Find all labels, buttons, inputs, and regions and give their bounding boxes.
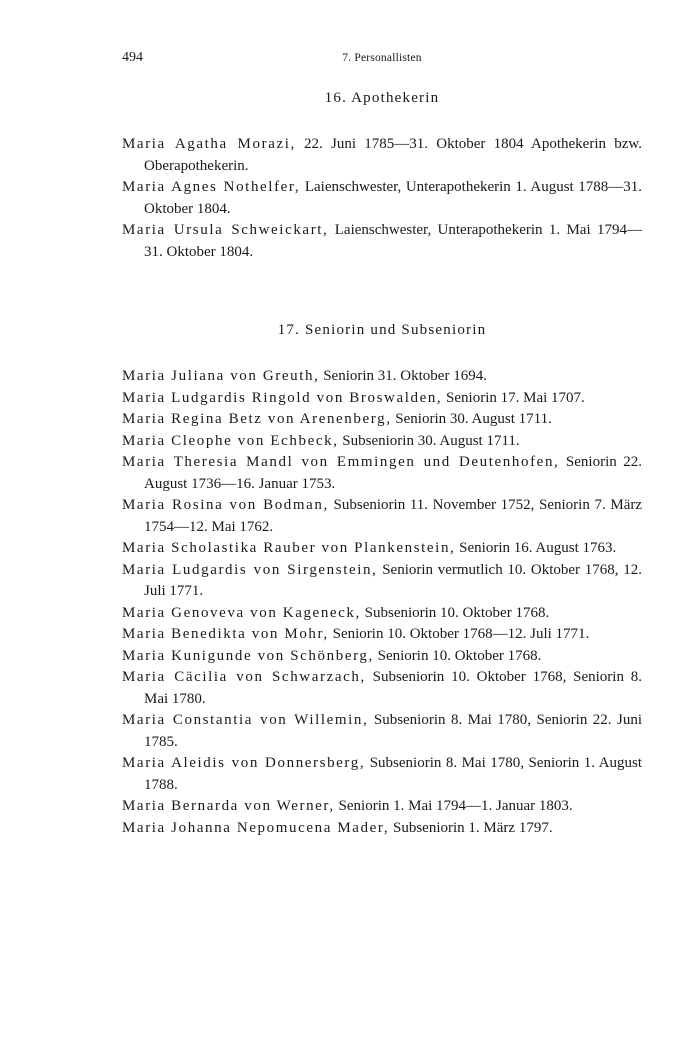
- entry-name: Maria Constantia von Willemin,: [122, 712, 369, 728]
- entry-text: Subseniorin 1. März 1797.: [389, 819, 553, 836]
- entry-text: Subseniorin 11. November 1752, Seniorin 7. März 1754—12. Mai 1762.: [144, 497, 643, 535]
- entry-text: Laienschwester, Unterapothekerin 1. August 1788—31. Oktober 1804.: [144, 179, 643, 217]
- entry-name: Maria Ludgardis von Sirgenstein,: [122, 561, 378, 578]
- list-item: [122, 431, 642, 453]
- list-item: [122, 753, 642, 796]
- list-item: [122, 134, 642, 177]
- seniorin-list: [122, 366, 642, 839]
- entry-name: Maria Cleophe von Echbeck,: [122, 432, 339, 449]
- page-header: [122, 50, 642, 70]
- entry-text: Subseniorin 30. August 1711.: [338, 432, 520, 449]
- entry-name: Maria Ludgardis Ringold von Broswalden,: [122, 389, 443, 406]
- entry-name: Maria Regina Betz von Arenenberg,: [122, 411, 392, 427]
- list-item: [122, 177, 642, 220]
- section-title-seniorin: 17. Seniorin und Subseniorin: [277, 322, 487, 338]
- entry-name: Maria Rosina von Bodman,: [122, 497, 329, 513]
- list-item: [122, 710, 642, 753]
- page-number: 494: [122, 50, 143, 65]
- running-title: 7. Personallisten: [342, 52, 422, 64]
- entry-text: Seniorin 30. August 1711.: [391, 411, 552, 427]
- list-item: [122, 388, 642, 410]
- entry-text: Subseniorin 10. Oktober 1768, Seniorin 8. Mai 1780.: [144, 669, 643, 707]
- list-item: [122, 452, 642, 495]
- list-item: [122, 538, 642, 560]
- list-item: [122, 667, 642, 710]
- entry-text: Seniorin 10. Oktober 1768.: [373, 647, 542, 664]
- apothekerin-list: [122, 134, 642, 263]
- entry-name: Maria Juliana von Greuth,: [122, 368, 320, 384]
- entry-name: Maria Theresia Mandl von Emmingen und Deutenhofen,: [122, 454, 560, 470]
- entry-text: Seniorin vermutlich 10. Oktober 1768, 12. Juli 1771.: [144, 561, 642, 599]
- list-item: [122, 646, 642, 668]
- list-item: [122, 603, 642, 625]
- section-title-apothekerin: 16. Apothekerin: [324, 90, 440, 106]
- list-item: [122, 409, 642, 431]
- entry-name: Maria Bernarda von Werner,: [122, 798, 335, 814]
- entry-name: Maria Scholastika Rauber von Plankenstein,: [122, 540, 456, 556]
- entry-text: Laienschwester, Unterapothekerin 1. Mai 1794—31. Oktober 1804.: [144, 222, 642, 260]
- entry-text: Subseniorin 8. Mai 1780, Seniorin 22. Juni 1785.: [144, 712, 642, 750]
- entry-name: Maria Cäcilia von Schwarzach,: [122, 669, 366, 685]
- entry-name: Maria Johanna Nepomucena Mader,: [122, 819, 390, 836]
- entry-text: Subseniorin 10. Oktober 1768.: [360, 604, 550, 621]
- entry-name: Maria Kunigunde von Schönberg,: [122, 647, 374, 664]
- list-item: [122, 220, 642, 263]
- entry-text: Seniorin 31. Oktober 1694.: [319, 368, 487, 384]
- list-item: [122, 366, 642, 388]
- list-item: [122, 560, 642, 603]
- list-item: [122, 624, 642, 646]
- entry-name: Maria Ursula Schweickart,: [122, 222, 329, 238]
- entry-name: Maria Aleidis von Donnersberg,: [122, 755, 366, 771]
- entry-text: 22. Juni 1785—31. Oktober 1804 Apothekerin bzw. Oberapothekerin.: [144, 136, 642, 174]
- list-item: [122, 495, 642, 538]
- entry-text: Seniorin 10. Oktober 1768—12. Juli 1771.: [328, 626, 590, 642]
- list-item: [122, 818, 642, 840]
- entry-name: Maria Benedikta von Mohr,: [122, 626, 329, 642]
- entry-name: Maria Agnes Nothelfer,: [122, 179, 301, 195]
- entry-text: Subseniorin 8. Mai 1780, Seniorin 1. August 1788.: [144, 755, 642, 793]
- entry-text: Seniorin 1. Mai 1794—1. Januar 1803.: [334, 798, 573, 814]
- entry-name: Maria Agatha Morazi,: [122, 136, 296, 152]
- list-item: [122, 796, 642, 818]
- entry-text: Seniorin 22. August 1736—16. Januar 1753.: [144, 454, 642, 492]
- entry-text: Seniorin 16. August 1763.: [455, 540, 617, 556]
- entry-name: Maria Genoveva von Kageneck,: [122, 604, 361, 621]
- entry-text: Seniorin 17. Mai 1707.: [442, 389, 585, 406]
